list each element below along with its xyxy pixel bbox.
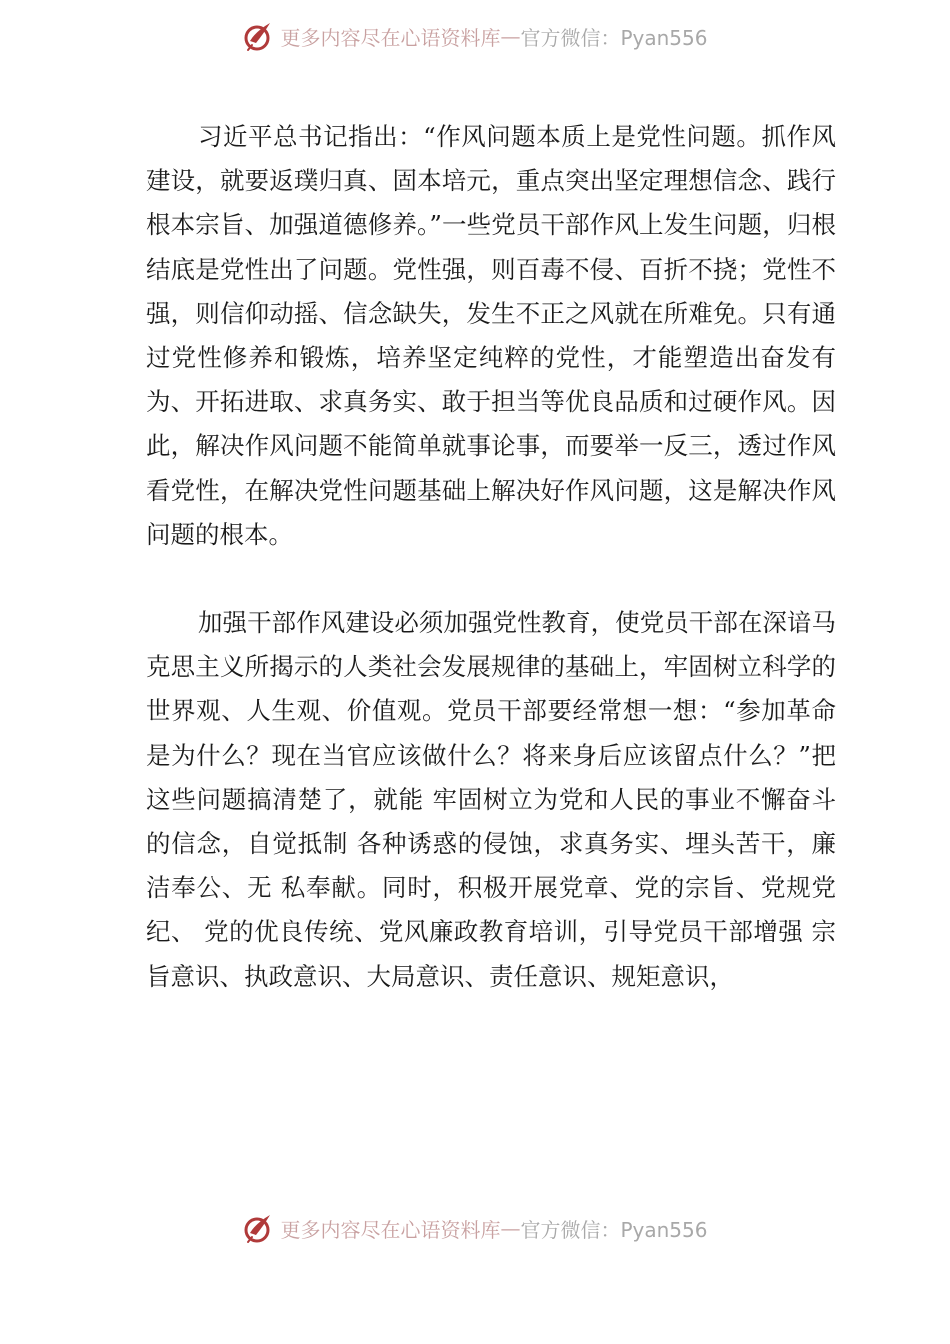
footer-site-text: 更多内容尽在心语资料库 (280, 1217, 501, 1242)
paragraph-2: 加强干部作风建设必须加强党性教育，使党员干部在深谙马克思主义所揭示的人类社会发展规律的基础上，牢固树立科学的世界观、人生观、价值观。党员干部要经常想一想：“参加革命是为什么？现在当官应该做什么？将来身后应该留点什么？”把这些问题搞清楚了，就能 牢固树立为党和人民的事业不懈奋斗的信念，自觉抵制 各种诱惑的侵蚀，求真务实、埋头苦干，廉洁奉公、无 私奉献。同时，积极开展党章、党的宗旨、党规党纪、 党的优良传统、党风廉政教育培训，引导党员干部增强 宗旨意识、执政意识、大局意识、责任意识、规矩意识， (146, 608, 836, 991)
header-wechat-text: 官方微信：Pyan556 (520, 25, 708, 50)
footer-dash: — (500, 1216, 521, 1240)
footer-banner (0, 1208, 950, 1248)
brush-logo-icon (242, 19, 276, 53)
header-dash: — (500, 24, 521, 48)
header-site-text: 更多内容尽在心语资料库 (280, 25, 501, 50)
header-banner (0, 16, 950, 56)
footer-wechat-text: 官方微信：Pyan556 (520, 1217, 708, 1242)
brush-logo-icon (242, 1211, 276, 1245)
document-body (146, 115, 836, 999)
paragraph-1: 习近平总书记指出：“作风问题本质上是党性问题。抓作风建设，就要返璞归真、固本培元，重点突出坚定理想信念、践行根本宗旨、加强道德修养。”一些党员干部作风上发生问题，归根结底是党性出了问题。党性强，则百毒不侵、百折不挠；党性不强，则信仰动摇、信念缺失，发生不正之风就在所难免。只有通过党性修养和锻炼，培养坚定纯粹的党性，才能塑造出奋发有为、开拓进取、求真务实、敢于担当等优良品质和过硬作风。因此，解决作风问题不能简单就事论事，而要举一反三，透过作风看党性，在解决党性问题基础上解决好作风问题，这是解决作风问题的根本。 (146, 122, 836, 549)
